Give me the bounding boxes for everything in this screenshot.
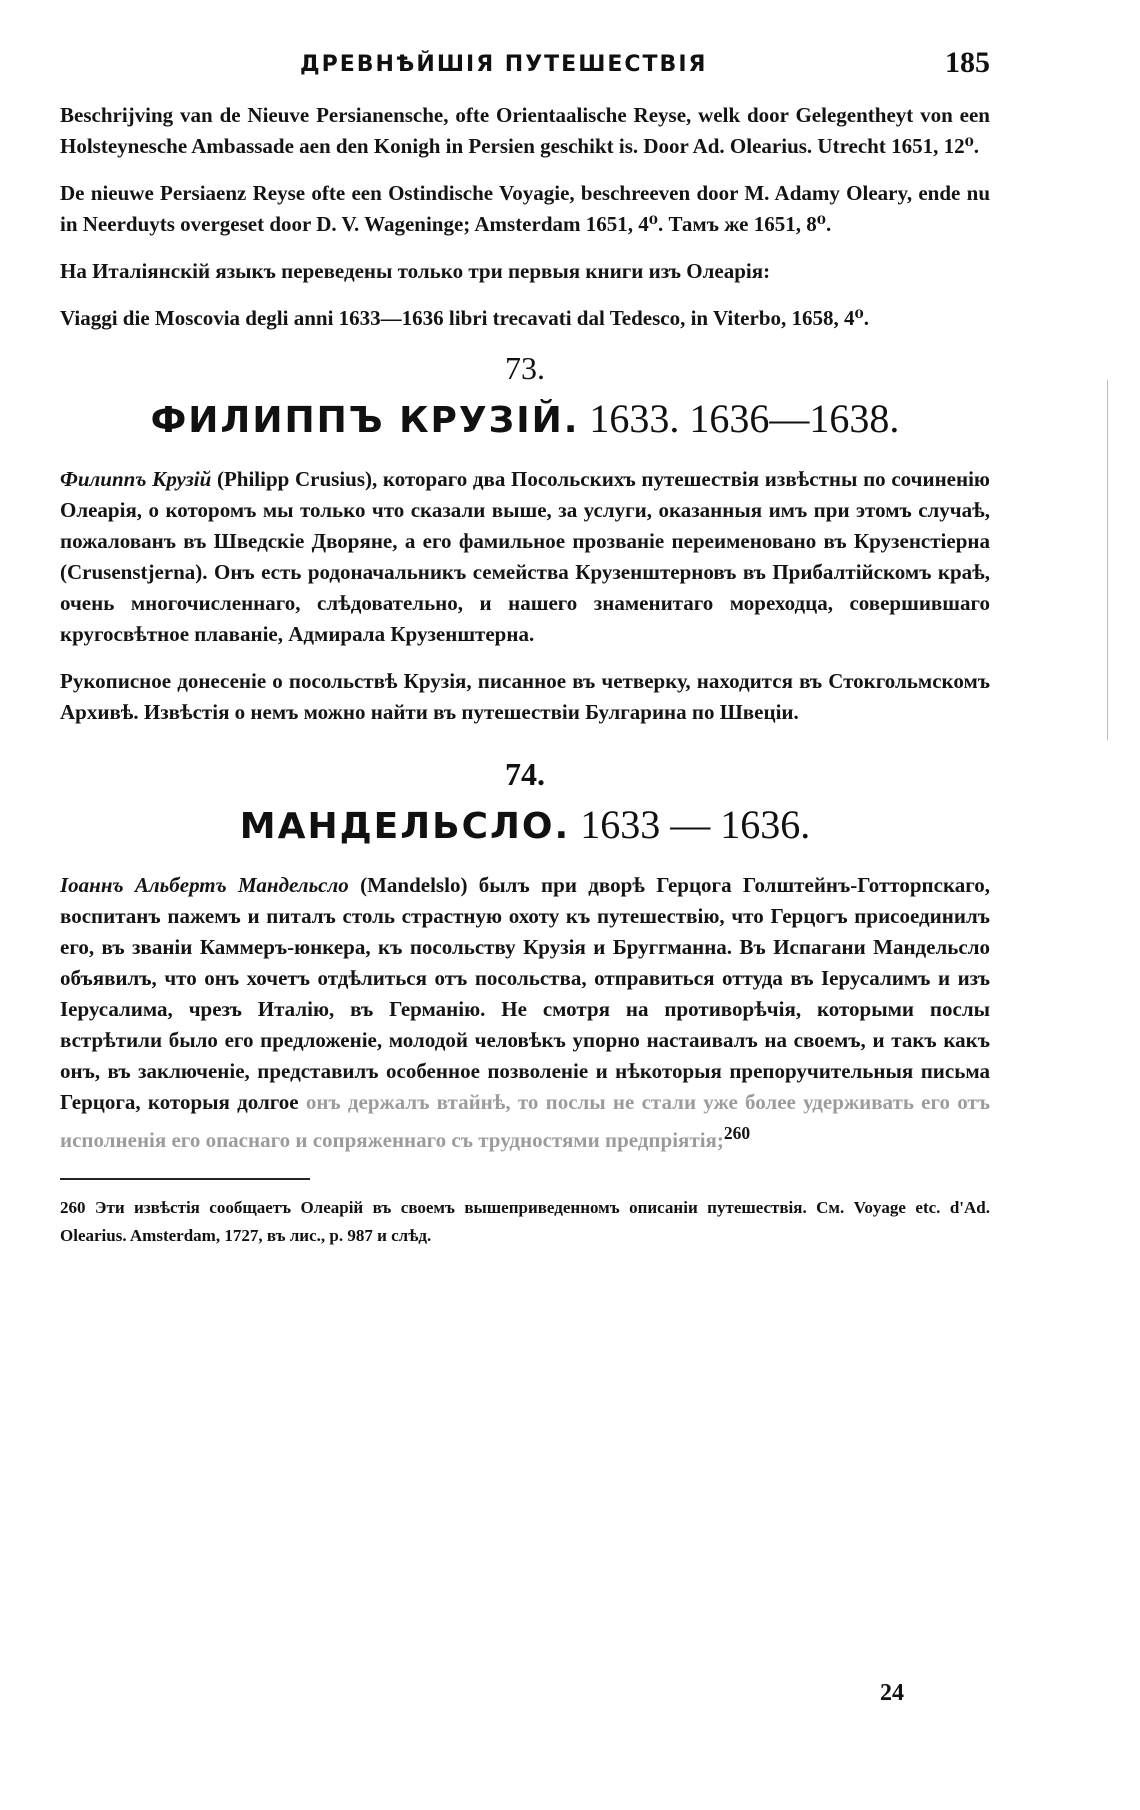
entry-number: 73. [505,350,545,386]
entry-paragraph [60,464,990,650]
paragraph-text: (Philipp Crusius), котораго два Посольскихъ путешествія извѣстны по сочиненію Олеарія, о которомъ мы только что сказали выше, за услуги, оказанныя имъ при этомъ случаѣ, пожалованъ въ Шведскіе Дворяне, а его фамильное прозваніе переименовано въ Крузенстіерна (Crusenstjerna). Онъ есть родоначальникъ семейства Крузенштерновъ въ Прибалтійскомъ краѣ, очень многочисленнаго, слѣдовательно, и нашего знаменитаго мореходца, совершившаго кругосвѣтное плаваніе, Адмирала Крузенштерна. [60,467,990,646]
entry-years: 1633 — 1636. [570,802,811,847]
scan-edge-line [1107,380,1108,740]
person-name: Іоаннъ Альбертъ Мандельсло [60,873,349,897]
bibliography-entry: De nieuwe Persiaenz Reyse ofte een Ostindische Voyagie, beschreeven door M. Adamy Oleary, ende nu in Neerduyts overgeset door D. V. Wageninge; Amsterdam 1651, 4⁰. Тамъ же 1651, 8⁰. [60,181,990,236]
entry-paragraph: Рукописное донесеніе о посольствѣ Крузія, писанное въ четверку, находится въ Стокгольмскомъ Архивѣ. Извѣстія о немъ можно найти въ путешествіи Булгарина по Швеціи. [60,669,990,724]
entry-heading [60,395,990,442]
entry-number: 74. [505,756,545,792]
footnote: 260 Эти извѣстія сообщаетъ Олеарій въ своемъ вышеприведенномъ описаніи путешествія. См. Voyage etc. d'Ad. Olearius. Amsterdam, 1727, въ лис., p. 987 и слѣд. [60,1198,990,1245]
entry-heading [60,801,990,848]
entry-paragraph [60,870,990,1156]
person-name: Филиппъ Крузій [60,467,212,491]
entry-name: МАНДЕЛЬСЛО. [239,806,571,847]
bibliography-entry: Viaggi die Moscovia degli anni 1633—1636 libri trecavati dal Tedesco, in Viterbo, 1658, 4⁰. [60,306,869,330]
running-title: ДРЕВНѢЙШІЯ ПУТЕШЕСТВІЯ [300,52,708,77]
faded-text: онъ держалъ втайнѣ, то послы не стали уже более удерживать его отъ исполненія его опаснаго и сопряженнаго съ трудностями предпріятія; [60,1090,990,1152]
text-column [60,100,990,1250]
paragraph-text: (Mandelslo) былъ при дворѣ Герцога Голштейнъ-Готторпскаго, воспитанъ пажемъ и питалъ столь страстную охоту къ путешествію, что Герцогъ присоединилъ его, въ званіи Каммеръ-юнкера, къ посольству Крузія и Бруггманна. Въ Испагани Мандельсло объявилъ, что онъ хочетъ отдѣлиться отъ посольства, отправиться оттуда въ Іерусалимъ и изъ Іерусалима, чрезъ Италію, въ Германію. Не смотря на противорѣчія, которыми послы встрѣтили было его предложеніе, молодой человѣкъ упорно настаивалъ на своемъ, и такъ какъ онъ, въ заключеніе, представилъ особенное позволеніе и нѣкоторыя препоручительныя письма Герцога, которыя долгое [60,873,990,1114]
bibliography-entry: Beschrijving van de Nieuve Persianensche, ofte Orientaalische Reyse, welk door Gelegentheyt von een Holsteynesche Ambassade aen den Konigh in Persien geschikt is. Door Ad. Olearius. Utrecht 1651, 12⁰. [60,103,990,158]
signature-mark: 24 [880,1680,904,1706]
entry-name: ФИЛИППЪ КРУЗІЙ. [150,400,580,441]
footnote-rule [60,1178,310,1180]
running-head [60,48,990,88]
footnote-ref: 260 [723,1123,751,1143]
page-number: 185 [945,46,990,79]
entry-years: 1633. 1636—1638. [579,396,900,441]
translation-note: На Италіянскій языкъ переведены только три первыя книги изъ Олеарія: [60,259,771,283]
